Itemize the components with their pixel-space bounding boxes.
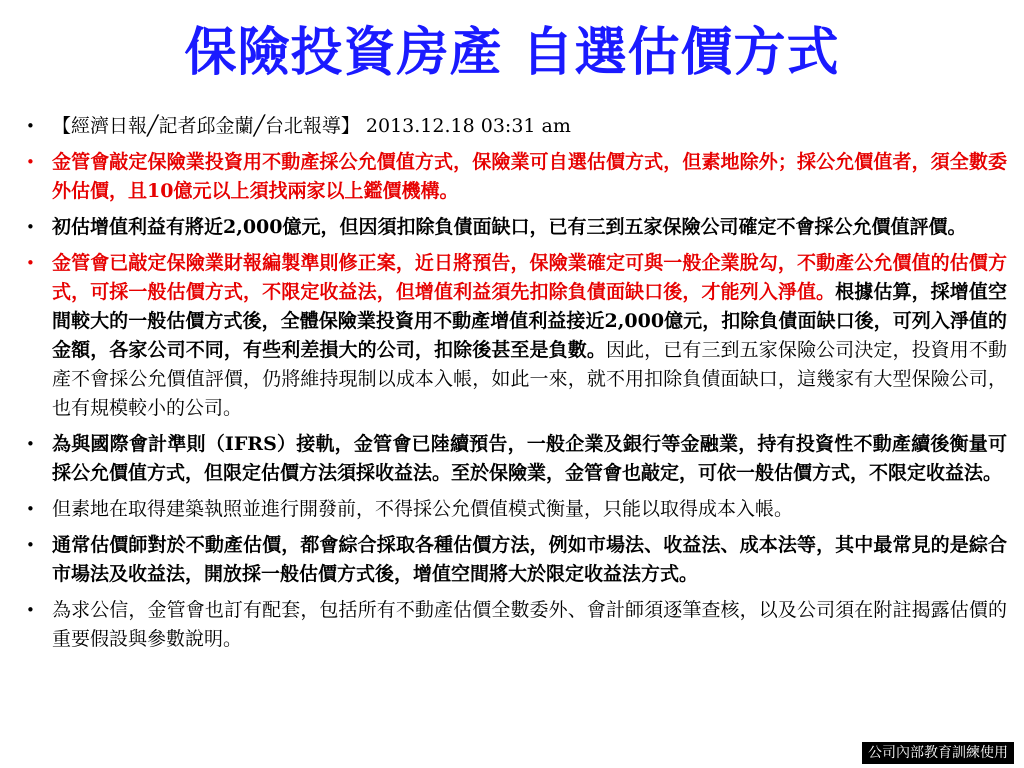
bullet-text-red: 金管會已敲定保險業財報編製準則修正案，近日將預告，保險業確定可與一般企業脫勾，不動產公允價值的估價方式，可採一般估價方式，不限定收益法，但增值利益須先扣除負債面缺口後，才能列入淨值。 xyxy=(52,252,1007,303)
bullet-icon: • xyxy=(26,117,35,135)
bullet-icon: • xyxy=(26,500,35,518)
bullet-text: 但素地在取得建築執照並進行開發前，不得採公允價值模式衡量，只能以取得成本入帳。 xyxy=(52,498,794,520)
bullet-item-ifrs xyxy=(22,430,1007,488)
bullet-item-policy xyxy=(22,148,1007,206)
internal-use-tag: 公司內部教育訓練使用 xyxy=(862,742,1014,764)
bullet-item-land xyxy=(22,495,1007,524)
bullet-text: 初估增值利益有將近2,000億元，但因須扣除負債面缺口，已有三到五家保險公司確定不會採公允價值評價。 xyxy=(52,216,967,238)
bullet-item-appraisal xyxy=(22,531,1007,589)
bullet-item-source xyxy=(22,112,1007,141)
bullet-item-estimate xyxy=(22,213,1007,242)
bullet-text: 金管會敲定保險業投資用不動產採公允價值方式，保險業可自選估價方式，但素地除外；採公允價值者，須全數委外估價，且10億元以上須找兩家以上鑑價機構。 xyxy=(52,151,1007,202)
bullet-item-amendment xyxy=(22,249,1007,423)
bullet-icon: • xyxy=(26,218,35,236)
source-line: 【經濟日報╱記者邱金蘭╱台北報導】 2013.12.18 03:31 am xyxy=(52,115,571,137)
bullet-text: 為與國際會計準則（IFRS）接軌，金管會已陸續預告，一般企業及銀行等金融業，持有投資性不動產續後衡量可採公允價值方式，但限定估價方法須採收益法。至於保險業，金管會也敲定，可依一般估價方式，不限定收益法。 xyxy=(52,433,1007,484)
bullet-text-normal: 因此，已有三到五家保險公司決定，投資用不動產不會採公允價值評價，仍將維持現制以成本入帳，如此一來，就不用扣除負債面缺口，這幾家有大型保險公司，也有規模較小的公司。 xyxy=(52,339,1007,419)
bullet-text-bold: 根據估算，採增值空間較大的一般估價方式後，全體保險業投資用不動產增值利益接近2,000億元，扣除負債面缺口後，可列入淨值的金額，各家公司不同，有些利差損大的公司，扣除後甚至是負數。 xyxy=(52,281,1007,361)
bullet-icon: • xyxy=(26,153,35,171)
slide-title: 保險投資房產 自選估價方式 xyxy=(184,23,840,83)
bullet-icon: • xyxy=(26,601,35,619)
bullet-icon: • xyxy=(26,435,35,453)
bullet-icon: • xyxy=(26,536,35,554)
slide-body xyxy=(22,112,1007,661)
bullet-text: 通常估價師對於不動產估價，都會綜合採取各種估價方法，例如市場法、收益法、成本法等，其中最常見的是綜合市場法及收益法，開放採一般估價方式後，增值空間將大於限定收益法方式。 xyxy=(52,534,1007,585)
bullet-list xyxy=(22,112,1007,654)
bullet-icon: • xyxy=(26,254,35,272)
bullet-item-disclosure xyxy=(22,596,1007,654)
bullet-text: 為求公信，金管會也訂有配套，包括所有不動產估價全數委外、會計師須逐筆查核，以及公司須在附註揭露估價的重要假設與參數說明。 xyxy=(52,599,1007,650)
